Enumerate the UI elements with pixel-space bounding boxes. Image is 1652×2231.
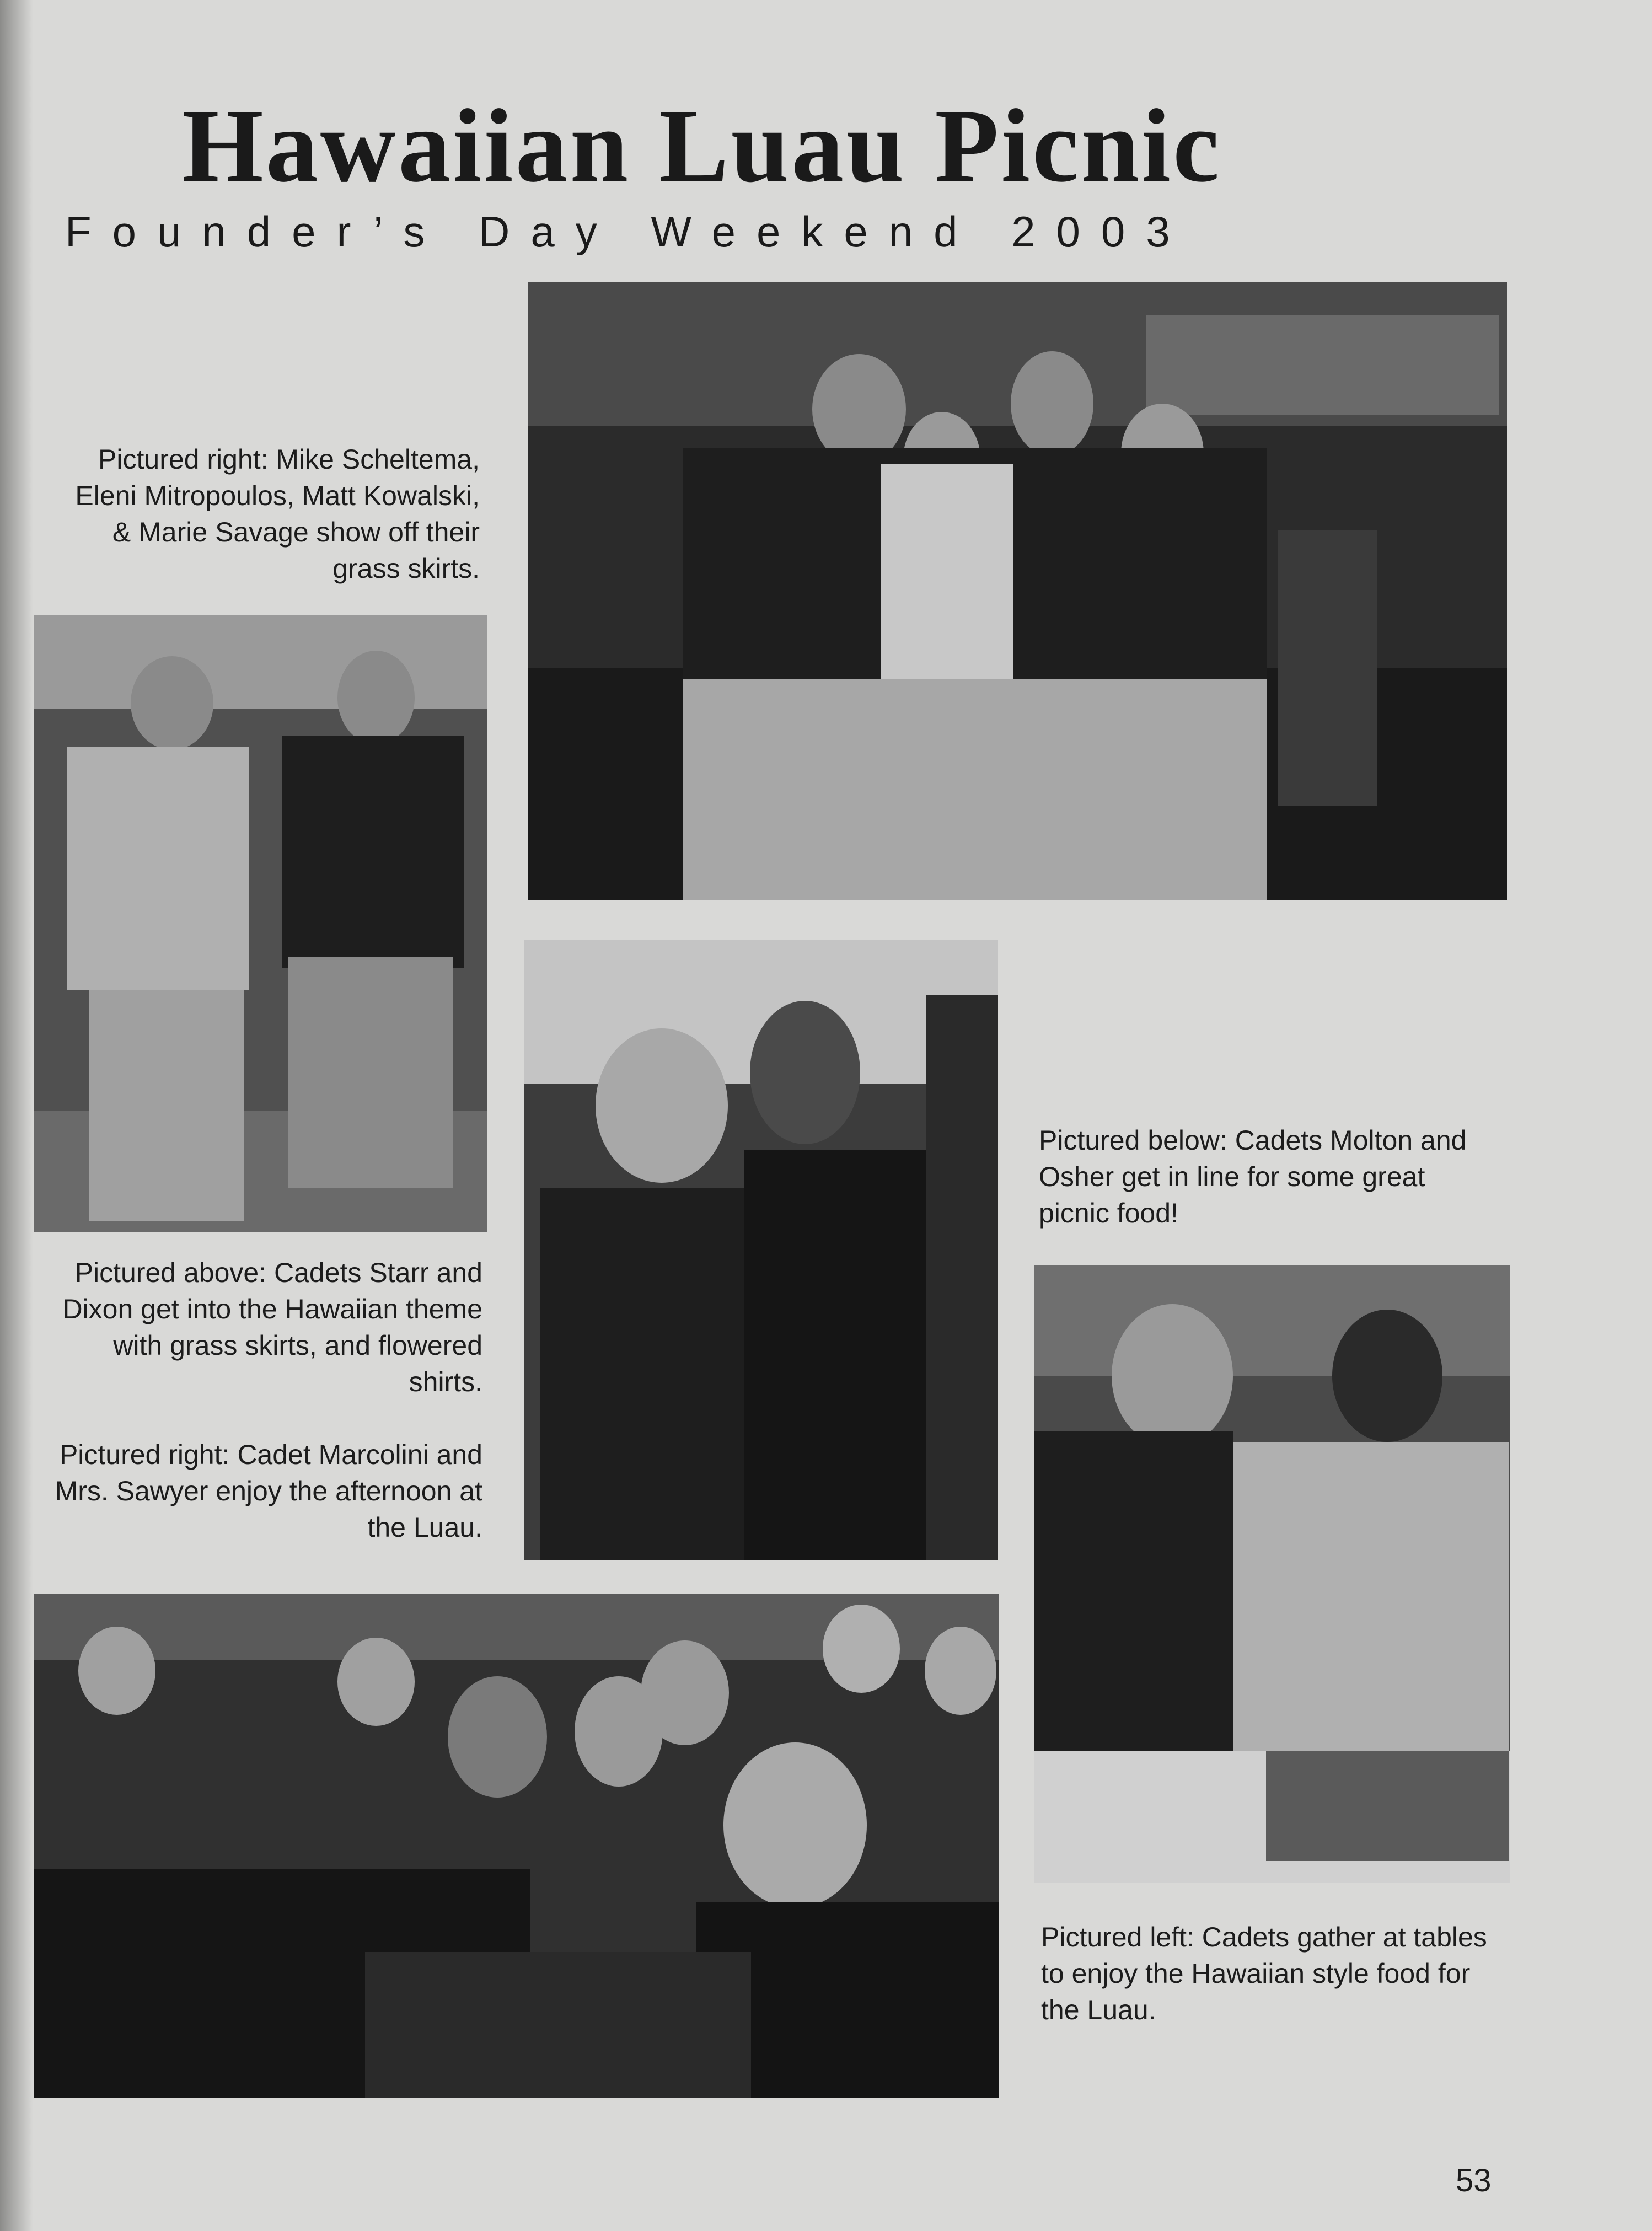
photo-cadets-at-tables bbox=[34, 1594, 999, 2098]
page-binding-shadow bbox=[0, 0, 33, 2231]
caption-four-cadets: Pictured right: Mike Scheltema, Eleni Mitropoulos, Matt Kowalski, & Marie Savage show off their grass skirts. bbox=[75, 444, 480, 584]
photo-cadets-starr-dixon bbox=[34, 615, 487, 1232]
page-number: 53 bbox=[1456, 2163, 1492, 2198]
caption-molton-osher: Pictured below: Cadets Molton and Osher get in line for some great picnic food! bbox=[1039, 1125, 1467, 1229]
caption-marcolini-sawyer: Pictured right: Cadet Marcolini and Mrs. Sawyer enjoy the afternoon at the Luau. bbox=[55, 1439, 482, 1543]
photo-four-cadets-grass-skirts bbox=[528, 282, 1507, 900]
page-title: Hawaiian Luau Picnic bbox=[182, 88, 1222, 204]
photo-marcolini-sawyer bbox=[524, 940, 998, 1560]
page-subtitle: Founder’s Day Weekend 2003 bbox=[65, 207, 1191, 256]
caption-starr-dixon: Pictured above: Cadets Starr and Dixon get into the Hawaiian theme with grass skirts, and flowered shirts. bbox=[62, 1257, 482, 1397]
caption-cadets-tables: Pictured left: Cadets gather at tables to enjoy the Hawaiian style food for the Luau. bbox=[1041, 1922, 1487, 2025]
photo-molton-osher-food-line bbox=[1034, 1265, 1510, 1883]
